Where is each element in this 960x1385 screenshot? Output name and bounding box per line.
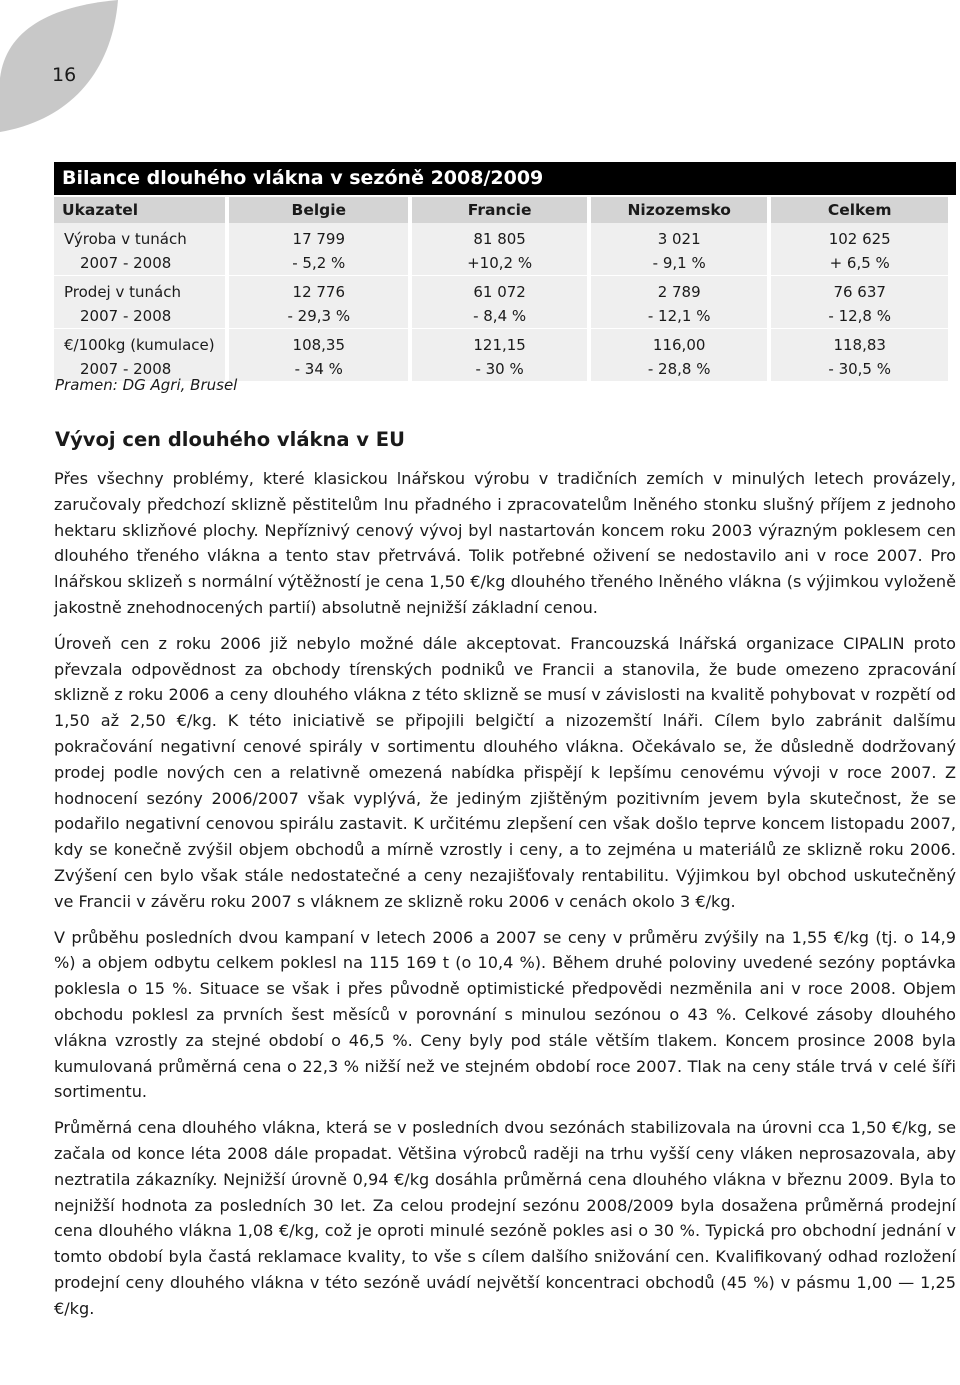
table-cell: - 34 %: [229, 357, 408, 382]
table-row: [54, 329, 948, 357]
table-cell: - 8,4 %: [412, 304, 587, 329]
table-row: [54, 304, 948, 329]
table-row: [54, 276, 948, 304]
table-cell: 2 789: [591, 276, 767, 304]
table-source-note: Pramen: DG Agri, Brusel: [55, 376, 238, 394]
row-label: Výroba v tunách: [54, 223, 225, 251]
article-body: [54, 466, 956, 1332]
row-label: €/100kg (kumulace): [54, 329, 225, 357]
row-sublabel: 2007 - 2008: [54, 357, 225, 382]
section-heading: Vývoj cen dlouhého vlákna v EU: [55, 428, 405, 451]
paragraph: Přes všechny problémy, které klasickou lnářskou výrobu v tradičních zemích v minulých letech provázely, zaručovaly předchozí sklizně pěstitelům lnu přadného i zpracovatelům lněného stonku slušný příjem z jednoho hektaru sklizňové plochy. Nepříznivý cenový vývoj byl nastartován koncem roku 2003 výrazným poklesem cen dlouhého třeného vlákna a tento stav přetrvává. Tolik potřebné oživení se nedostavilo ani v roce 2007. Pro lnářskou sklizeň s normální výtěžností je cena 1,50 €/kg dlouhého třeného lněného vlákna (s výjimkou vyloženě jakostně znehodnocených partií) absolutně nejnižší základní cenou.: [54, 469, 956, 617]
column-header: Francie: [412, 197, 587, 223]
page-corner-leaf-decoration: [0, 0, 160, 135]
column-header: Celkem: [771, 197, 948, 223]
table-cell: - 5,2 %: [229, 251, 408, 276]
table-cell: 12 776: [229, 276, 408, 304]
table-cell: - 28,8 %: [591, 357, 767, 382]
table-title: Bilance dlouhého vlákna v sezóně 2008/2009: [54, 162, 956, 195]
balance-table: [50, 197, 952, 382]
table-cell: 108,35: [229, 329, 408, 357]
table-row: [54, 223, 948, 251]
page-number: 16: [52, 64, 77, 86]
row-sublabel: 2007 - 2008: [54, 251, 225, 276]
row-label: Prodej v tunách: [54, 276, 225, 304]
row-sublabel: 2007 - 2008: [54, 304, 225, 329]
table-cell: - 29,3 %: [229, 304, 408, 329]
table-cell: 102 625: [771, 223, 948, 251]
table-cell: 3 021: [591, 223, 767, 251]
column-header: Ukazatel: [54, 197, 225, 223]
table-row: [54, 251, 948, 276]
table-cell: 61 072: [412, 276, 587, 304]
column-header: Nizozemsko: [591, 197, 767, 223]
table-cell: 118,83: [771, 329, 948, 357]
table-cell: - 30 %: [412, 357, 587, 382]
table-cell: 116,00: [591, 329, 767, 357]
table-cell: 76 637: [771, 276, 948, 304]
table-cell: - 12,8 %: [771, 304, 948, 329]
paragraph: Úroveň cen z roku 2006 již nebylo možné dále akceptovat. Francouzská lnářská organizace CIPALIN proto převzala odpovědnost za obchody tírenských podniků ve Francii a stanovila, že bude omezeno zpracování sklizně z roku 2006 a ceny dlouhého vlákna z této sklizně se musí v závislosti na kvalitě pohybovat v rozpětí od 1,50 až 2,50 €/kg. K této iniciativě se připojili belgičtí a nizozemští lnáři. Cílem bylo zabránit dalšímu pokračování negativní cenové spirály v sortimentu dlouhého vlákna. Očekávalo se, že důsledně dodržovaný prodej podle nových cen a relativně omezená nabídka přispějí k lepšímu cenovému vývoji v roce 2007. Z hodnocení sezóny 2006/2007 však vyplývá, že jediným zjištěným pozitivním jevem byla skutečnost, že se podařilo negativní cenovou spirálu zastavit. K určitému zlepšení cen však došlo teprve koncem listopadu 2007, kdy se konečně zvýšil objem obchodů a mírně vzrostly i ceny, a to zejména u materiálů ze sklizně roku 2006. Zvýšení cen bylo však stále nedostatečné a ceny nezajišťovaly rentabilitu. Výjimkou byl obchod uskutečněný ve Francii v závěru roku 2007 s vláknem ze sklizně roku 2006 v cenách okolo 3 €/kg.: [54, 633, 956, 911]
table-cell: + 6,5 %: [771, 251, 948, 276]
table-cell: - 30,5 %: [771, 357, 948, 382]
table-cell: 81 805: [412, 223, 587, 251]
table-cell: - 12,1 %: [591, 304, 767, 329]
table-cell: 17 799: [229, 223, 408, 251]
table-cell: 121,15: [412, 329, 587, 357]
table-cell: - 9,1 %: [591, 251, 767, 276]
column-header: Belgie: [229, 197, 408, 223]
paragraph: Průměrná cena dlouhého vlákna, která se v posledních dvou sezónách stabilizovala na úrovni cca 1,50 €/kg, se začala od konce léta 2008 dále propadat. Většina výrobců raději na trhu vyšší ceny vláken neprosazovala, aby neztratila zákazníky. Nejnižší úrovně 0,94 €/kg dosáhla průměrná cena dlouhého vlákna v březnu 2009. Byla to nejnižší hodnota za posledních 30 let. Za celou prodejní sezónu 2008/2009 byla dosažena průměrná prodejní cena dlouhého vlákna 1,08 €/kg, což je oproti minulé sezóně pokles asi o 30 %. Typická pro obchodní jednání v tomto období byla častá reklamace kvality, to vše s cílem dalšího snižování cen. Kvalifikovaný odhad rozložení prodejní ceny dlouhého vlákna v této sezóně uvádí největší koncentraci obchodů (45 %) v pásmu 1,00 — 1,25 €/kg.: [54, 1118, 956, 1318]
paragraph: V průběhu posledních dvou kampaní v letech 2006 a 2007 se ceny v průměru zvýšily na 1,55 €/kg (tj. o 14,9 %) a objem odbytu celkem poklesl na 115 169 t (o 10,4 %). Během druhé poloviny uvedené sezóny poptávka poklesla o 15 %. Situace se však i přes původně optimistické předpovědi nezměnila ani v roce 2008. Objem obchodu poklesl za prvních šest měsíců v porovnání s minulou sezónou o 43 %. Celkové zásoby dlouhého vlákna vzrostly za stejné období o 46,5 %. Ceny byly pod stále větším tlakem. Koncem prosince 2008 byla kumulovaná průměrná cena o 22,3 % nižší než ve stejném období roce 2007. Tlak na ceny stále trvá v celé šíři sortimentu.: [54, 927, 956, 1102]
table-cell: +10,2 %: [412, 251, 587, 276]
